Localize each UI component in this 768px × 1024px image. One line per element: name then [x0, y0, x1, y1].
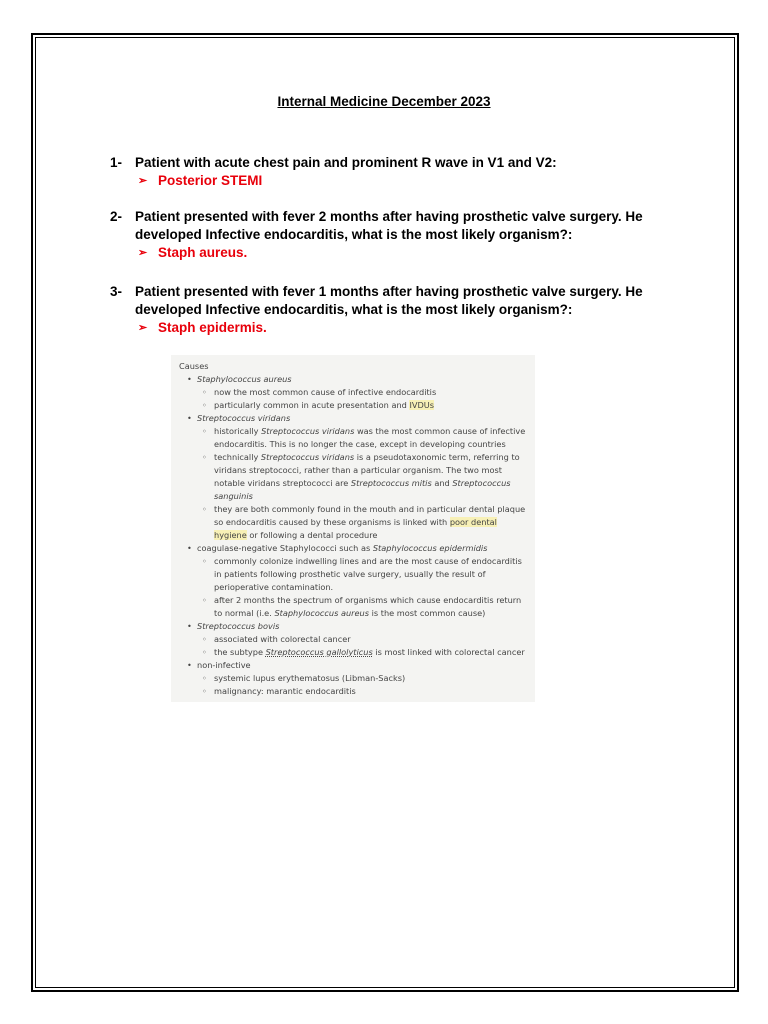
organism-name: Streptococcus bovis — [197, 621, 280, 631]
organism-name: Staphylococcus epidermidis — [372, 543, 488, 553]
question-text: Patient with acute chest pain and prominent R wave in V1 and V2: — [135, 155, 557, 170]
question-2 — [110, 208, 670, 262]
answer-text: Staph epidermis. — [158, 320, 267, 335]
list-item: ◦ particularly common in acute presentation and IVDUs — [197, 399, 529, 412]
list-item: ◦ associated with colorectal cancer — [197, 633, 529, 646]
causes-heading: Causes — [179, 361, 209, 371]
highlight: IVDUs — [409, 400, 435, 410]
arrow-bullet-icon: ➢ — [138, 247, 148, 259]
causes-list — [177, 373, 529, 698]
question-text: Patient presented with fever 2 months after having prosthetic valve surgery. He developed Infective endocarditis, what is the most likely organism?: — [135, 209, 643, 242]
question-number: 3- — [110, 284, 123, 299]
answer-1 — [138, 172, 670, 190]
list-item: ◦ commonly colonize indwelling lines and are the most cause of endocarditis in patients following prosthetic valve surgery, usually the result of perioperative contamination. — [197, 555, 529, 594]
question-text: Patient presented with fever 1 months after having prosthetic valve surgery. He developed Infective endocarditis, what is the most likely organism?: — [135, 284, 643, 317]
category-name: non-infective — [197, 660, 251, 670]
list-item: ◦ now the most common cause of infective endocarditis — [197, 386, 529, 399]
causes-excerpt — [171, 355, 535, 702]
list-item: • coagulase-negative Staphylococci such as Staphylococcus epidermidis ◦ commonly colonize indwelling lines and are the most cause of endocarditis in patients following prosthetic valve surgery, usually the result of perioperative contamination. ◦ after 2 months the spectrum of organisms which cause endocarditis return to normal (i.e. Staphylococcus aureus is the most common cause) — [177, 542, 529, 620]
list-item — [177, 373, 529, 412]
list-item — [177, 659, 529, 698]
list-item — [177, 620, 529, 659]
highlight: poor dental hygiene — [214, 517, 497, 540]
question-1 — [110, 154, 670, 190]
organism-name: Staphylococcus aureus — [197, 374, 292, 384]
list-item: ◦ historically Streptococcus viridans was the most common cause of infective endocarditis. This is no longer the case, except in developing countries — [197, 425, 529, 451]
document-title: Internal Medicine December 2023 — [277, 94, 491, 109]
list-item: ◦ they are both commonly found in the mouth and in particular dental plaque so endocarditis caused by these organisms is linked with poor dental hygiene or following a dental procedure — [197, 503, 529, 542]
answer-3 — [138, 319, 670, 337]
list-item: ◦ technically Streptococcus viridans is a pseudotaxonomic term, referring to viridans streptococci, rather than a particular organism. The two most notable viridans streptococci are Streptococcus mitis and Streptococcus sanguinis — [197, 451, 529, 503]
list-item: ◦ after 2 months the spectrum of organisms which cause endocarditis return to normal (i.e. Staphylococcus aureus is the most common cause) — [197, 594, 529, 620]
list-item — [177, 412, 529, 542]
list-item: ◦ malignancy: marantic endocarditis — [197, 685, 529, 698]
answer-text: Posterior STEMI — [158, 173, 263, 188]
organism-name: Streptococcus viridans — [197, 413, 291, 423]
answer-text: Staph aureus. — [158, 245, 248, 260]
question-number: 2- — [110, 209, 123, 224]
list-item: ◦ systemic lupus erythematosus (Libman-Sacks) — [197, 672, 529, 685]
question-3 — [110, 283, 670, 337]
arrow-bullet-icon: ➢ — [138, 322, 148, 334]
answer-2 — [138, 244, 670, 262]
question-number: 1- — [110, 155, 123, 170]
arrow-bullet-icon: ➢ — [138, 175, 148, 187]
list-item: ◦ the subtype Streptococcus gallolyticus is most linked with colorectal cancer — [197, 646, 529, 659]
